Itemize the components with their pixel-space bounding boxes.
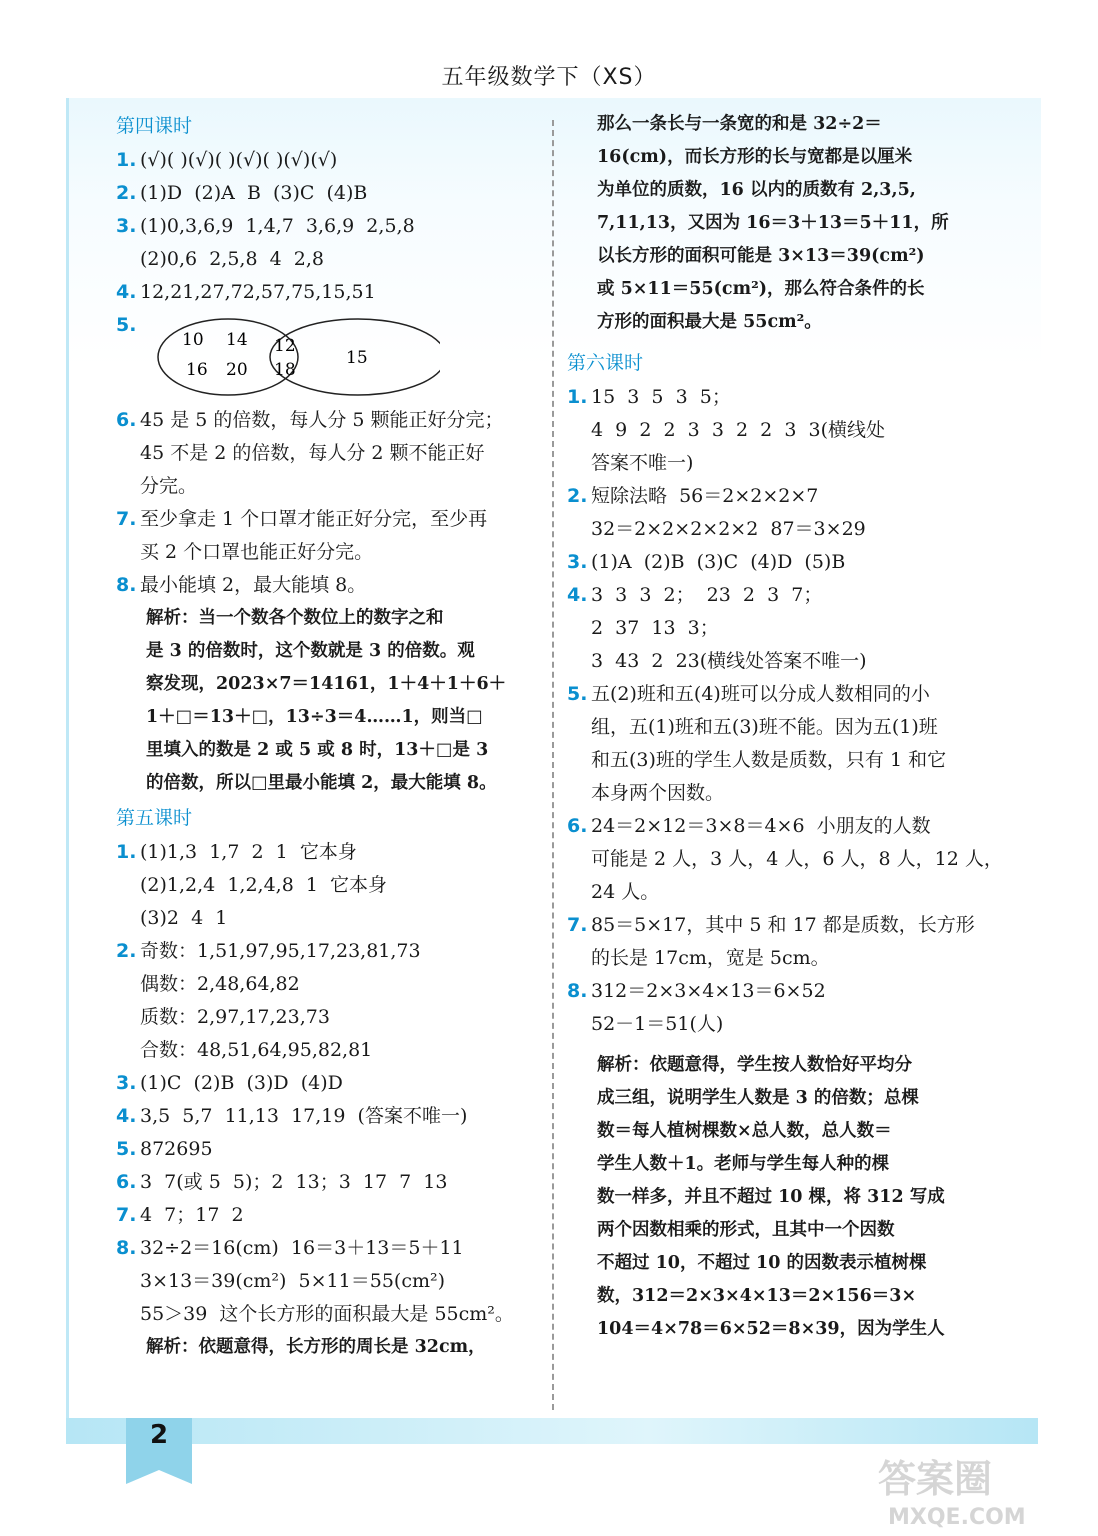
answer-line: (1)A (2)B (3)C (4)D (5)B	[591, 551, 846, 573]
item-number: 5.	[116, 314, 137, 336]
answer-line: 五(2)班和五(4)班可以分成人数相同的小	[591, 683, 930, 705]
answer-line: 3 7(或 5 5)；2 13；3 17 7 13	[140, 1171, 448, 1193]
answer-item	[116, 836, 546, 935]
section-4b-items	[116, 404, 546, 602]
item-number: 3.	[567, 551, 588, 573]
venn-svg	[140, 309, 440, 404]
answer-line: (1)D (2)A B (3)C (4)B	[140, 182, 368, 204]
answer-item	[116, 1100, 546, 1133]
answer-line: 12,21,27,72,57,75,15,51	[140, 281, 376, 303]
right-column	[567, 108, 1003, 1346]
answer-line: 本身两个因数。	[591, 782, 725, 804]
note-line: 里填入的数是 2 或 5 或 8 时，13＋□是 3	[146, 740, 489, 760]
note-line: 或 5×11＝55(cm²)，那么符合条件的长	[597, 279, 925, 299]
note-line: 为单位的质数，16 以内的质数有 2,3,5,	[597, 180, 916, 200]
item-number: 7.	[567, 914, 588, 936]
answer-item	[116, 1199, 546, 1232]
venn-b-1: 15	[346, 348, 368, 368]
note-line: 学生人数＋1。老师与学生每人种的棵	[597, 1154, 890, 1174]
item-number: 2.	[116, 940, 137, 962]
answer-line: 3 43 2 23(横线处答案不唯一)	[591, 650, 867, 672]
answer-item	[116, 569, 546, 602]
answer-item	[567, 678, 997, 810]
answer-line: 45 不是 2 的倍数，每人分 2 颗不能正好	[140, 442, 485, 464]
section-4-items	[116, 144, 546, 309]
analysis-note-1	[146, 602, 546, 800]
note-line: 数，312＝2×3×4×13＝2×156＝3×	[597, 1286, 917, 1306]
answer-line: (√)( )(√)( )(√)( )(√)(√)	[140, 149, 338, 171]
note-line: 是 3 的倍数时，这个数就是 3 的倍数。观	[146, 641, 475, 661]
answer-item	[116, 935, 546, 1067]
note-line: 数一样多，并且不超过 10 棵，将 312 写成	[597, 1187, 945, 1207]
answer-item	[567, 810, 1003, 909]
answer-line: 24 人。	[591, 881, 660, 903]
answer-line: 312＝2×3×4×13＝6×52	[591, 980, 826, 1002]
answer-line: 合数：48,51,64,95,82,81	[140, 1039, 373, 1061]
venn-ab-1: 12	[274, 336, 296, 356]
answer-line: 45 是 5 的倍数，每人分 5 颗能正好分完；	[140, 409, 504, 431]
answer-line: (2)0,6 2,5,8 4 2,8	[140, 248, 325, 270]
item-number: 5.	[116, 1138, 137, 1160]
answer-line: 最小能填 2，最大能填 8。	[140, 574, 367, 596]
item-number: 8.	[567, 980, 588, 1002]
answer-line: 2 37 13 3；	[591, 617, 719, 639]
answer-item	[116, 210, 546, 276]
answer-line: 分完。	[140, 475, 198, 497]
answer-line: 3×13＝39(cm²) 5×11＝55(cm²)	[140, 1270, 446, 1292]
answer-item	[567, 975, 997, 1041]
answer-item	[116, 177, 546, 210]
answer-line: (3)2 4 1	[140, 907, 228, 929]
answer-line: 4 7；17 2	[140, 1204, 244, 1226]
answer-line: 3,5 5,7 11,13 17,19 (答案不唯一)	[140, 1105, 468, 1127]
note-line: 1＋□＝13＋□，13÷3＝4……1，则当□	[146, 707, 483, 727]
answer-item	[116, 1133, 546, 1166]
answer-line: (1)1,3 1,7 2 1 它本身	[140, 841, 357, 863]
venn-diagram	[140, 309, 546, 404]
answer-item	[567, 480, 997, 546]
item-number: 8.	[116, 1237, 137, 1259]
answer-line: 32＝2×2×2×2×2 87＝3×29	[591, 518, 866, 540]
answer-line: 质数：2,97,17,23,73	[140, 1006, 330, 1028]
item-number: 7.	[116, 508, 137, 530]
note-line: 104＝4×78＝6×52＝8×39，因为学生人	[597, 1319, 945, 1339]
venn-a-4: 20	[226, 360, 248, 380]
answer-line: 3 3 3 2； 23 2 3 7；	[591, 584, 823, 606]
column-divider	[552, 120, 554, 1410]
item-number: 2.	[567, 485, 588, 507]
section-title-6: 第六课时	[567, 352, 644, 374]
answer-line: 24＝2×12＝3×8＝4×6 小朋友的人数	[591, 815, 931, 837]
section-6-items	[567, 381, 1003, 1041]
answer-item	[116, 503, 546, 569]
analysis-note-cont	[597, 108, 997, 339]
venn-a-3: 16	[186, 360, 208, 380]
note-line: 解析：当一个数各个数位上的数字之和	[146, 608, 444, 628]
answer-line: 32÷2＝16(cm) 16＝3＋13＝5＋11	[140, 1237, 464, 1259]
item-number: 3.	[116, 215, 137, 237]
item-number: 6.	[116, 1171, 137, 1193]
answer-item	[116, 1166, 546, 1199]
note-line: 方形的面积最大是 55cm²。	[597, 312, 822, 332]
page-header: 五年级数学下（XS）	[441, 65, 657, 90]
item-number: 7.	[116, 1204, 137, 1226]
venn-item	[116, 309, 546, 404]
section-title-4: 第四课时	[116, 115, 193, 137]
item-number: 1.	[116, 149, 137, 171]
answer-line: 872695	[140, 1138, 213, 1160]
venn-a-2: 14	[226, 330, 248, 350]
answer-item	[116, 276, 546, 309]
note-line: 不超过 10，不超过 10 的因数表示植树棵	[597, 1253, 927, 1273]
item-number: 4.	[116, 281, 137, 303]
answer-line: 可能是 2 人，3 人，4 人，6 人，8 人，12 人，	[591, 848, 1003, 870]
left-column	[116, 108, 546, 1364]
answer-item	[567, 909, 997, 975]
note-line: 16(cm)，而长方形的长与宽都是以厘米	[597, 147, 913, 167]
note-line: 数＝每人植树棵数×总人数，总人数＝	[597, 1121, 892, 1141]
page-number: 2	[149, 1420, 169, 1450]
answer-item	[567, 381, 997, 480]
note-line: 成三组，说明学生人数是 3 的倍数；总棵	[597, 1088, 919, 1108]
section-5-items	[116, 836, 546, 1331]
answer-line: 和五(3)班的学生人数是质数，只有 1 和它	[591, 749, 947, 771]
analysis-note-2	[146, 1331, 546, 1364]
item-number: 6.	[116, 409, 137, 431]
answer-line: 4 9 2 2 3 3 2 2 3 3(横线处	[591, 419, 886, 441]
answer-line: 52－1＝51(人)	[591, 1013, 724, 1035]
answer-line: (2)1,2,4 1,2,4,8 1 它本身	[140, 874, 388, 896]
answer-line: (1)C (2)B (3)D (4)D	[140, 1072, 343, 1094]
answer-line: 55＞39 这个长方形的面积最大是 55cm²。	[140, 1303, 514, 1325]
item-number: 4.	[116, 1105, 137, 1127]
venn-ab-2: 18	[274, 360, 296, 380]
item-number: 6.	[567, 815, 588, 837]
section-title-5: 第五课时	[116, 807, 193, 829]
note-line: 那么一条长与一条宽的和是 32÷2＝	[597, 114, 882, 134]
item-number: 1.	[116, 841, 137, 863]
item-number: 4.	[567, 584, 588, 606]
answer-line: 85＝5×17，其中 5 和 17 都是质数，长方形	[591, 914, 975, 936]
note-line: 两个因数相乘的形式，且其中一个因数	[597, 1220, 895, 1240]
answer-line: 偶数：2,48,64,82	[140, 973, 300, 995]
answer-line: 至少拿走 1 个口罩才能正好分完，至少再	[140, 508, 488, 530]
answer-item	[116, 144, 546, 177]
answer-line: 的长是 17cm，宽是 5cm。	[591, 947, 830, 969]
note-line: 7,11,13，又因为 16＝3＋13＝5＋11，所	[597, 213, 949, 233]
answer-item	[567, 546, 997, 579]
item-number: 8.	[116, 574, 137, 596]
item-number: 5.	[567, 683, 588, 705]
watermark-text-1: 答案圈	[878, 1457, 993, 1501]
watermark-text-2: MXQE.COM	[888, 1505, 1026, 1530]
item-number: 2.	[116, 182, 137, 204]
item-number: 3.	[116, 1072, 137, 1094]
answer-line: 奇数：1,51,97,95,17,23,81,73	[140, 940, 421, 962]
answer-line: 答案不唯一)	[591, 452, 694, 474]
note-line: 解析：依题意得，学生按人数恰好平均分	[597, 1055, 912, 1075]
answer-line: 买 2 个口罩也能正好分完。	[140, 541, 374, 563]
watermark-logo	[868, 1450, 1088, 1530]
answer-item	[116, 404, 546, 503]
answer-line: 短除法略 56＝2×2×2×7	[591, 485, 819, 507]
answer-line: (1)0,3,6,9 1,4,7 3,6,9 2,5,8	[140, 215, 415, 237]
answer-item	[567, 579, 997, 678]
note-line: 解析：依题意得，长方形的周长是 32cm，	[146, 1337, 486, 1357]
answer-line: 组，五(1)班和五(3)班不能。因为五(1)班	[591, 716, 938, 738]
answer-item	[116, 1232, 546, 1331]
note-line: 察发现，2023×7＝14161，1＋4＋1＋6＋	[146, 674, 507, 694]
analysis-note-3	[597, 1049, 997, 1346]
note-line: 以长方形的面积可能是 3×13＝39(cm²)	[597, 246, 925, 266]
answer-line: 15 3 5 3 5；	[591, 386, 731, 408]
item-number: 1.	[567, 386, 588, 408]
venn-a-1: 10	[182, 330, 204, 350]
note-line: 的倍数，所以□里最小能填 2，最大能填 8。	[146, 773, 497, 793]
footer-band	[66, 1418, 1038, 1444]
answer-item	[116, 1067, 546, 1100]
